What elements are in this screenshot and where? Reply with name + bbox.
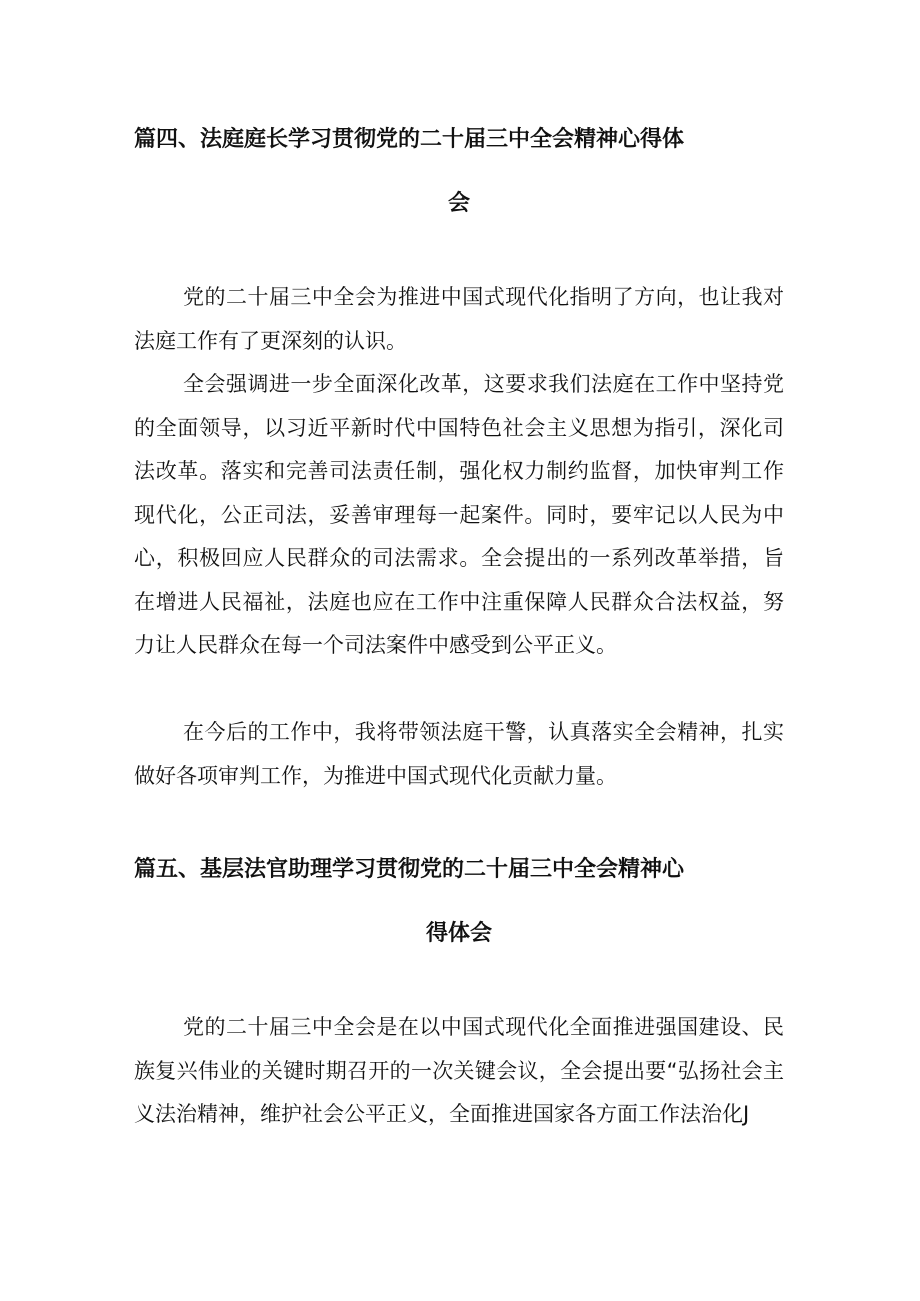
section5-title-line2: 得体会 [425, 921, 492, 946]
section4-paragraph-1: 党的二十届三中全会为推进中国式现代化指明了方向，也让我对法庭工作有了更深刻的认识。 [134, 285, 784, 353]
section4-heading [134, 108, 784, 236]
section4-paragraph-2: 全会强调进一步全面深化改革，这要求我们法庭在工作中坚持党的全面领导，以习近平新时代中国特色社会主义思想为指引，深化司法改革。落实和完善司法责任制，强化权力制约监督，加快审判工作现代化，公正司法，妥善审理每一起案件。同时，要牢记以人民为中心，积极回应人民群众的司法需求。全会提出的一系列改革举措，旨在增进人民福祉，法庭也应在工作中注重保障人民群众合法权益，努力让人民群众在每一个司法案件中感受到公平正义。 [134, 372, 784, 657]
section4-title-line1: 篇四、法庭庭长学习贯彻党的二十届三中全会精神心得体 [134, 127, 685, 152]
section5-paragraph-1: 党的二十届三中全会是在以中国式现代化全面推进强国建设、民族复兴伟业的关键时期召开的一次关键会议，全会提出要“弘扬社会主义法治精神，维护社会公平正义，全面推进国家各方面工作法治化J [134, 1015, 784, 1126]
section4-paragraph-3: 在今后的工作中，我将带领法庭干警，认真落实全会精神，扎实做好各项审判工作，为推进中国式现代化贡献力量。 [134, 720, 784, 788]
section5-heading [134, 838, 784, 966]
section4-title-line2: 会 [447, 191, 470, 216]
section5-title-line1: 篇五、基层法官助理学习贯彻党的二十届三中全会精神心 [134, 857, 685, 882]
